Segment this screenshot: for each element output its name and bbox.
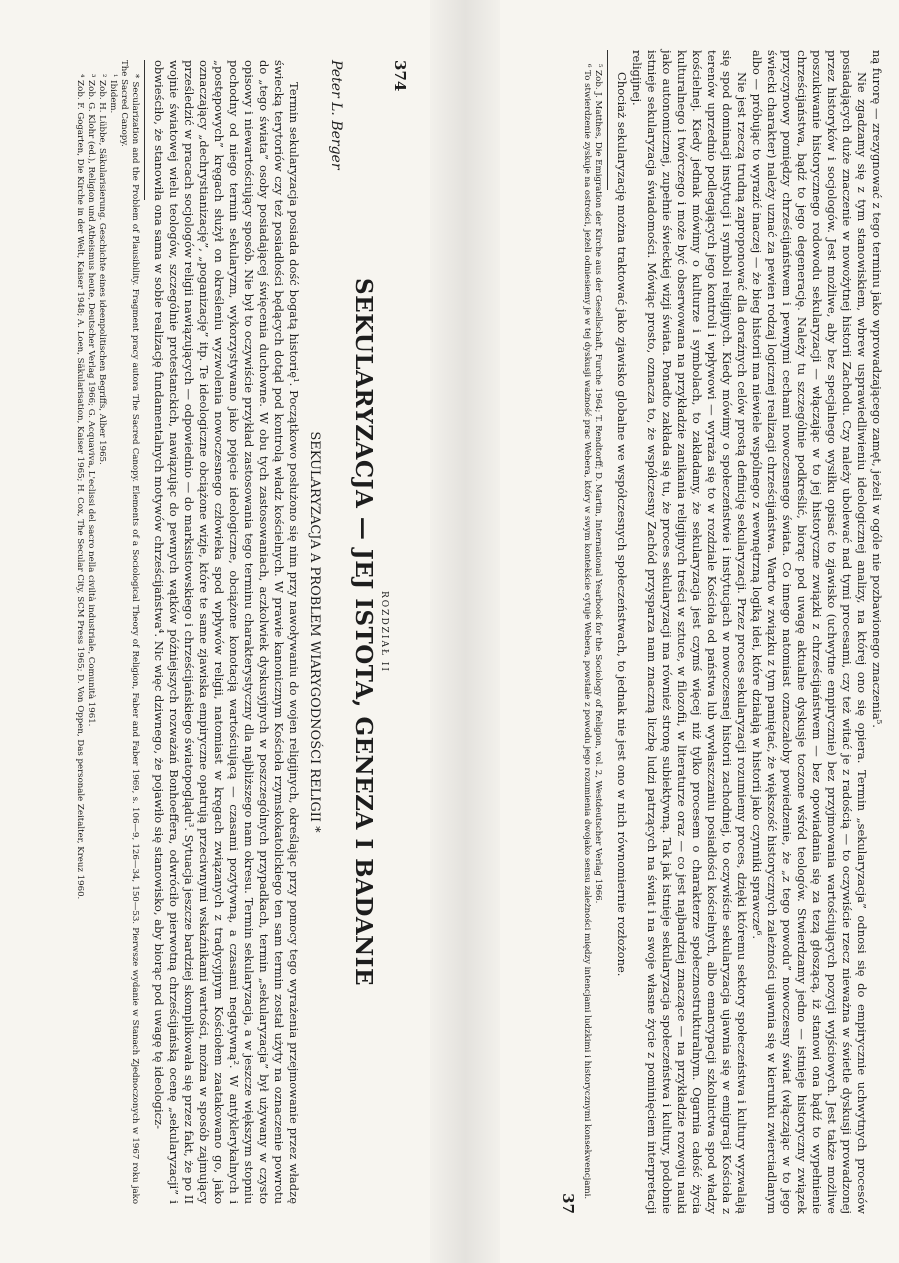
left-page-content	[15, 52, 415, 1212]
footnote: ¹ Ibidem.	[108, 73, 118, 113]
right-page	[500, 0, 899, 1263]
paragraph: ną furorę — zrezygnować z tego terminu jako wprowadzającego zamęt, jeżeli w ogóle nie pozbawionego znaczenia⁵.	[869, 49, 884, 728]
footnote: * Secularization and the Problem of Plausibility. Fragment pracy autora The Sacred Canopy. Elements of a Sociological Theory of Religion, Faber and Faber 1969, s. 106—9, 126—34, 150—53. Pierwsze wydanie w Stanach Zjednoczonych w 1967 roku jako The Sacred Canopy.	[119, 59, 140, 1204]
paragraph: Nie zgadzamy się z tym stanowiskiem, wbrew usprawiedliwieniu ideologicznej analizy, na której ono się opiera. Termin „sekularyzacja” odnosi się do empirycznie uchwytnych procesów posiadających duże znaczenie w nowożytnej historii Zachodu. Czy należy ubolewać nad tymi procesami, czy też witać je z radością — to oczywiście rzecz nieważna w świetle dyskusji prowadzonej przez historyków i socjologów. Jest możliwe, aby bez specjalnego wysiłku opisać to zjawisko (uchwytne empirycznie) bez przyjmowania wartościujących pozycji wyjściowych. Jest także możliwe poszukiwanie historycznego rodowodu sekularyzacji — włączając w to jej historyczne związki z chrześcijaństwem — bez opowiadania się za tezą głoszącą, iż stanowi ona bądź to wypełnienie chrześcijaństwa, bądź to jego degenerację. Należy tu szczególnie podkreślić, biorąc pod uwagę aktualne dyskusje toczone wśród teologów. Stwierdzamy jedno — istnieje historyczny związek przyczynowy pomiędzy chrześcijaństwem i pewnymi cechami nowoczesnego świata. Co innego natomiast oznaczałoby powiedzenie, że „z tego powodu” nowoczesny świat (włączając w to jego świecki charakter) należy uznać za pewien rodzaj logicznej realizacji chrześcijaństwa. Warto w związku z tym pamiętać, że większość historycznych zależności ujawnia się w kierunku zwierciadlanym albo — próbując to wyrazić inaczej — że bieg historii ma niewiele wspólnego z wewnętrzną logiką idei, które działają w historii jako czynniki sprawcze⁶.	[749, 49, 869, 1214]
chapter-label: ROZDZIAŁ II	[379, 590, 389, 673]
article-subtitle: SEKULARYZACJA A PROBLEM WIARYGODNOŚCI RELIGII *	[307, 430, 322, 833]
footnote-rule	[607, 50, 608, 190]
left-header	[391, 60, 409, 1204]
left-page-number: 374	[391, 59, 409, 91]
author-name: Peter L. Berger	[328, 59, 344, 170]
footnote: ⁴ Zob. F. Gogarten, Die Kirche in der Welt, Kaiser 1948; A. Loen, Säkularisation, Kaiser 1965; H. Cox, The Secular City, SCM Press 1965; D. Von Oppen, Das personale Zeitalter, Kreuz 1960.	[75, 73, 85, 899]
footnote: ⁶ To stwierdzenie zyskuje na ostrości, jeżeli odniesiemy je w tej dyskusji ważność prac Webera, który w swym kontekście cytuje Webera, powstałe z powodu jego rozumienia dwojako sensu zależności między intencjami ludzkimi i historycznymi konsekwencjami.	[581, 63, 592, 1199]
footnote: ⁵ Zob. J. Matthes, Die Emigration der Kirche aus der Gesellschaft, Furche 1964; T. Rendtorff; D. Martin, International Yearbook for the Sociology of Religion, vol. 2, Westdeutscher Verlag 1966.	[592, 63, 603, 903]
article-title: SEKULARYZACJA — JEJ ISTOTA, GENEZA I BADANIE	[350, 277, 377, 986]
book-gutter	[430, 0, 500, 1263]
left-body	[151, 60, 301, 1204]
right-footnotes	[581, 50, 603, 1214]
right-body	[614, 50, 884, 1214]
paragraph: Termin sekularyzacja posiada dość bogatą historię¹. Początkowo posłużono się nim przy nawoływaniu do wojen religijnych, określając przy pomocy tego wyrażenia przejmowanie przez władzę świecką terytoriów czy też posiadłości będących dotąd pod kontrolą władz kościelnych. W prawie kanonicznym Kościoła rzymskokatolickiego ten sam termin został użyty na oznaczenie powrotu do „tego świata” osoby posiadającej święcenia duchowne. W obu tych zastosowaniach, aczkolwiek dyskusyjnych w poszczególnych przypadkach, termin „sekularyzacja” był używany w czysto opisowy i niewartościujący sposób. Nie był to oczywiście przykład zastosowania tego terminu charakterystyczny dla najbliższego nam okresu. Termin sekularyzacja, a w jeszcze większym stopniu pochodny od niego termin sekularyzm, wykorzystywano jako pojęcie ideologiczne, obciążone konotacją wartościującą — czasami pozytywną, a czasami negatywną². W antyklerykalnych i „postępowych” kręgach służył on określeniu wyzwolenia nowoczesnego człowieka spod wpływów religii, natomiast w kręgach związanych z tradycyjnym Kościołem zaatakowano go, jako oznaczający „dechrystianizację”, „poganizację” itp. Te ideologiczne obciążone wizje, które te same zjawiska empiryczne opatrują przeciwnymi wskaźnikami wartości, można w sposób zajmujący prześledzić w pracach socjologów religii nawiązujących — odpowiednio — do marksistowskiego i chrześcijańskiego światopoglądu³. Sytuacja jeszcze bardziej skomplikowała się przez fakt, że po II wojnie światowej wielu teologów, szczególnie protestanckich, nawiązując do pewnych wątków późniejszych rozważań Bonhoeffera, odwróciło pierwotną chrześcijańską ocenę „sekularyzacji” i obwieściło, że stanowiła ona sama w sobie realizację fundamentalnych motywów chrześcijaństwa⁴. Nic więc dziwnego, że pojawiło się stanowisko, aby biorąc pod uwagę tę ideologicz-	[152, 59, 301, 1204]
paragraph: Nie jest rzeczą trudną zaproponować dla doraźnych celów prostą definicję sekularyzacji. Przez proces sekularyzacji rozumiemy proces, dzięki któremu sektory społeczeństwa i kultury wyzwalają się spod dominacji instytucji i symboli religijnych. Kiedy mówimy o społeczeństwie i instytucjach w nowoczesnej historii zachodniej, to oczywiście sekularyzacja ujawnia się w emigracji Kościoła z terenów uprzednio podlegających jego kontroli i wpływowi — wyraża się to w rozdziale Kościoła od państwa lub wywłaszczaniu posiadłości kościelnych, albo emancypacji szkolnictwa spod władzy kościelnej. Kiedy jednak mówimy o kulturze i symbolach, to zakładamy, że sekularyzacja jest czymś więcej niż tylko procesem o charakterze społecznostrukturalnym. Ogarnia całość życia kulturalnego i twórczego i może być obserwowana na przykładzie zanikania religijnych treści w sztuce, w filozofii, w literaturze oraz — co jest najbardziej znaczące — na przykładzie rozwoju nauki jako autonomicznej, zupełnie świeckiej wizji świata. Ponadto zakłada się tu, że proces sekularyzacji ma również stronę subiektywną. Tak jak istnieje sekularyzacja społeczeństwa i kultury, podobnie istnieje sekularyzacja świadomości. Mówiąc prosto, oznacza to, że współczesny Zachód przysparza nam znaczną liczbę ludzi patrzących na świat i na swoje własne życie z pominięciem interpretacji religijnej.	[629, 49, 749, 1214]
footnote: ² Zob. H. Lübbe, Säkularisierung. Geschichte eines ideenpolitischen Begriffs, Alber 1965.	[97, 73, 107, 465]
footnote-rule	[144, 60, 145, 200]
right-page-content	[510, 42, 890, 1222]
right-footer	[559, 50, 577, 1214]
left-page	[0, 0, 430, 1263]
left-footnotes	[74, 60, 140, 1204]
right-page-number: 37	[558, 1192, 577, 1214]
paragraph: Chociaż sekularyzację można traktować jako zjawisko globalne we współczesnych społeczeństwach, to jednak nie jest ono w nich równomiernie rozłożone.	[614, 71, 629, 976]
footnote: ³ Zob. G. Klohr (ed.), Religion und Atheismus heute, Deutscher Verlag 1966; G. Acquaviva, L'eclissi del sacro nella civiltà industriale, Comunità 1961.	[86, 73, 96, 726]
